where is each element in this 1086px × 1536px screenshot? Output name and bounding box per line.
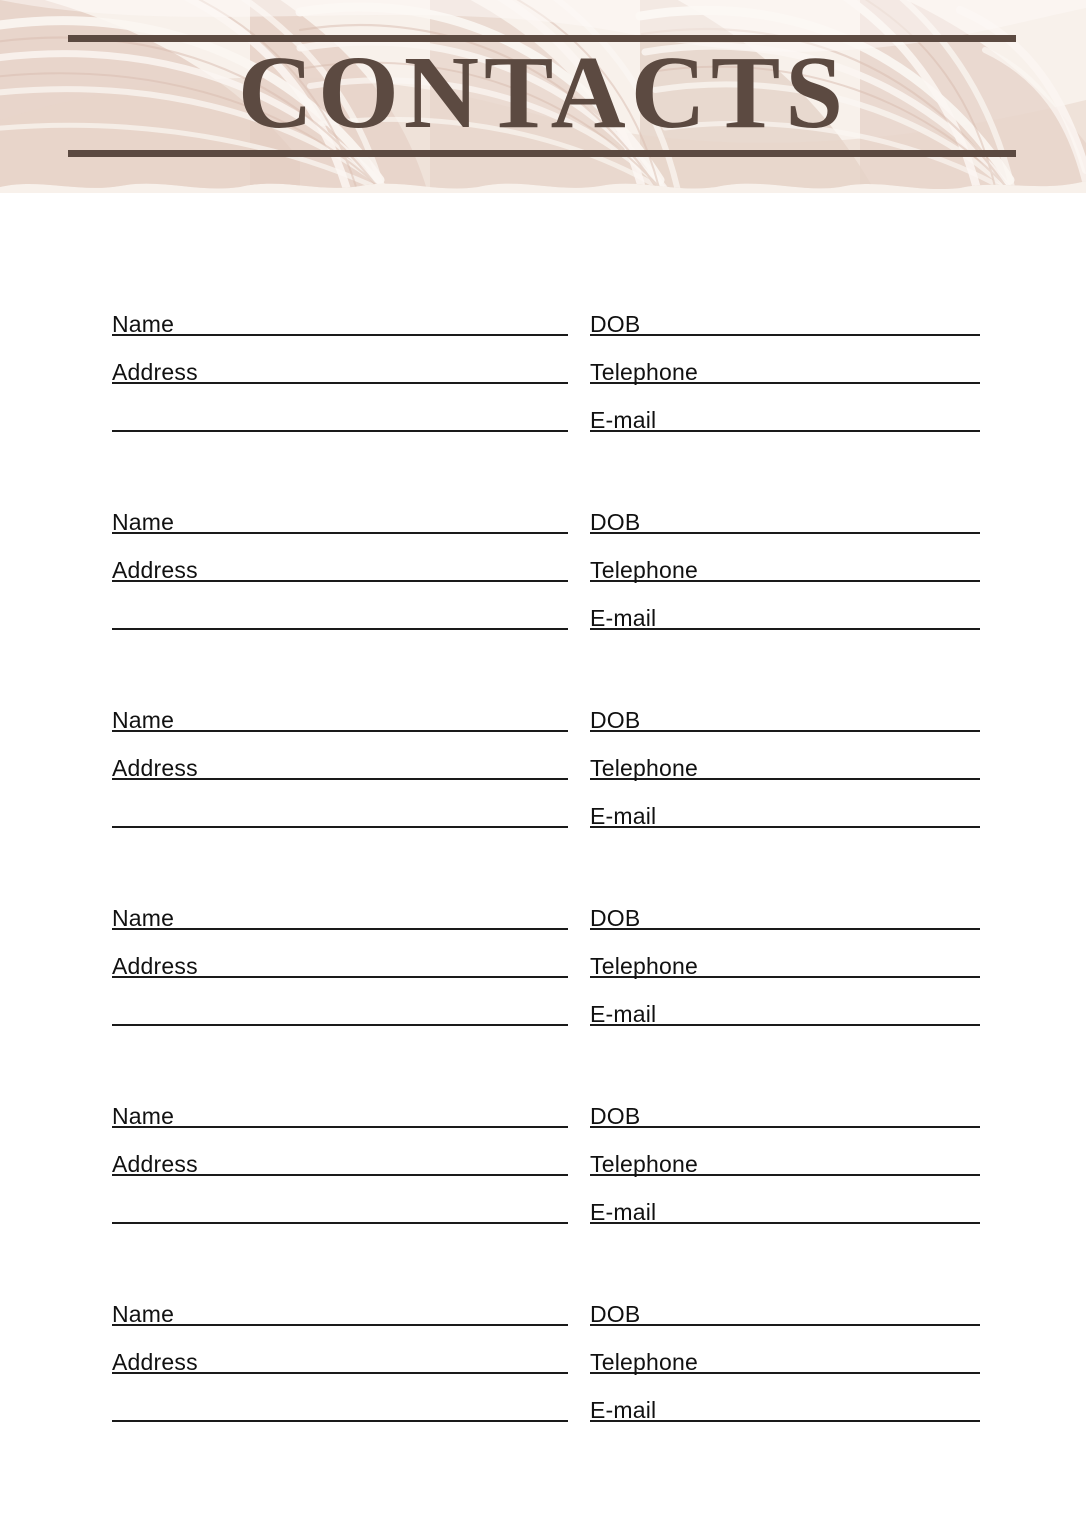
email-label: E-mail [590,407,657,433]
address-continuation-field[interactable] [112,994,568,1026]
name-field[interactable] [112,700,568,732]
contact-block [0,700,1086,850]
address-field[interactable] [112,1342,568,1374]
contact-block [0,304,1086,454]
address-continuation-field[interactable] [112,1192,568,1224]
name-field[interactable] [112,1096,568,1128]
email-field[interactable] [590,1390,980,1422]
field-rule [112,628,568,630]
field-rule [112,1324,568,1326]
field-rule [112,826,568,828]
address-field[interactable] [112,748,568,780]
telephone-label: Telephone [590,557,698,583]
telephone-label: Telephone [590,1349,698,1375]
field-rule [590,532,980,534]
field-rule [112,430,568,432]
telephone-label: Telephone [590,1151,698,1177]
address-label: Address [112,359,198,385]
address-label: Address [112,755,198,781]
address-field[interactable] [112,946,568,978]
name-field[interactable] [112,502,568,534]
field-rule [112,928,568,930]
address-label: Address [112,557,198,583]
telephone-label: Telephone [590,359,698,385]
telephone-field[interactable] [590,946,980,978]
address-label: Address [112,1349,198,1375]
dob-label: DOB [590,707,641,733]
dob-field[interactable] [590,898,980,930]
dob-field[interactable] [590,502,980,534]
address-continuation-field[interactable] [112,400,568,432]
name-field[interactable] [112,304,568,336]
email-label: E-mail [590,605,657,631]
telephone-field[interactable] [590,748,980,780]
contact-block [0,898,1086,1048]
field-rule [112,730,568,732]
name-label: Name [112,1301,175,1327]
name-label: Name [112,509,175,535]
email-field[interactable] [590,796,980,828]
telephone-label: Telephone [590,953,698,979]
field-rule [590,1324,980,1326]
telephone-field[interactable] [590,1342,980,1374]
email-field[interactable] [590,598,980,630]
contact-block [0,1096,1086,1246]
address-field[interactable] [112,550,568,582]
email-label: E-mail [590,1199,657,1225]
dob-label: DOB [590,1103,641,1129]
field-rule [112,1420,568,1422]
field-rule [112,334,568,336]
address-label: Address [112,953,198,979]
email-field[interactable] [590,994,980,1026]
field-rule [590,928,980,930]
dob-label: DOB [590,311,641,337]
contacts-form [0,193,1086,1536]
email-label: E-mail [590,1001,657,1027]
address-field[interactable] [112,1144,568,1176]
name-field[interactable] [112,898,568,930]
dob-field[interactable] [590,1294,980,1326]
name-label: Name [112,311,175,337]
field-rule [112,1222,568,1224]
dob-label: DOB [590,1301,641,1327]
telephone-field[interactable] [590,1144,980,1176]
address-continuation-field[interactable] [112,1390,568,1422]
name-label: Name [112,707,175,733]
dob-field[interactable] [590,1096,980,1128]
dob-field[interactable] [590,304,980,336]
name-label: Name [112,1103,175,1129]
telephone-field[interactable] [590,550,980,582]
email-field[interactable] [590,1192,980,1224]
field-rule [590,1126,980,1128]
field-rule [112,1126,568,1128]
contact-block [0,502,1086,652]
field-rule [590,730,980,732]
telephone-field[interactable] [590,352,980,384]
page-header [0,0,1086,193]
email-label: E-mail [590,803,657,829]
address-label: Address [112,1151,198,1177]
page-title: CONTACTS [237,35,849,150]
field-rule [112,1024,568,1026]
address-continuation-field[interactable] [112,796,568,828]
dob-label: DOB [590,509,641,535]
address-continuation-field[interactable] [112,598,568,630]
name-field[interactable] [112,1294,568,1326]
contact-block [0,1294,1086,1444]
email-label: E-mail [590,1397,657,1423]
telephone-label: Telephone [590,755,698,781]
field-rule [112,532,568,534]
email-field[interactable] [590,400,980,432]
field-rule [590,334,980,336]
dob-label: DOB [590,905,641,931]
address-field[interactable] [112,352,568,384]
dob-field[interactable] [590,700,980,732]
name-label: Name [112,905,175,931]
